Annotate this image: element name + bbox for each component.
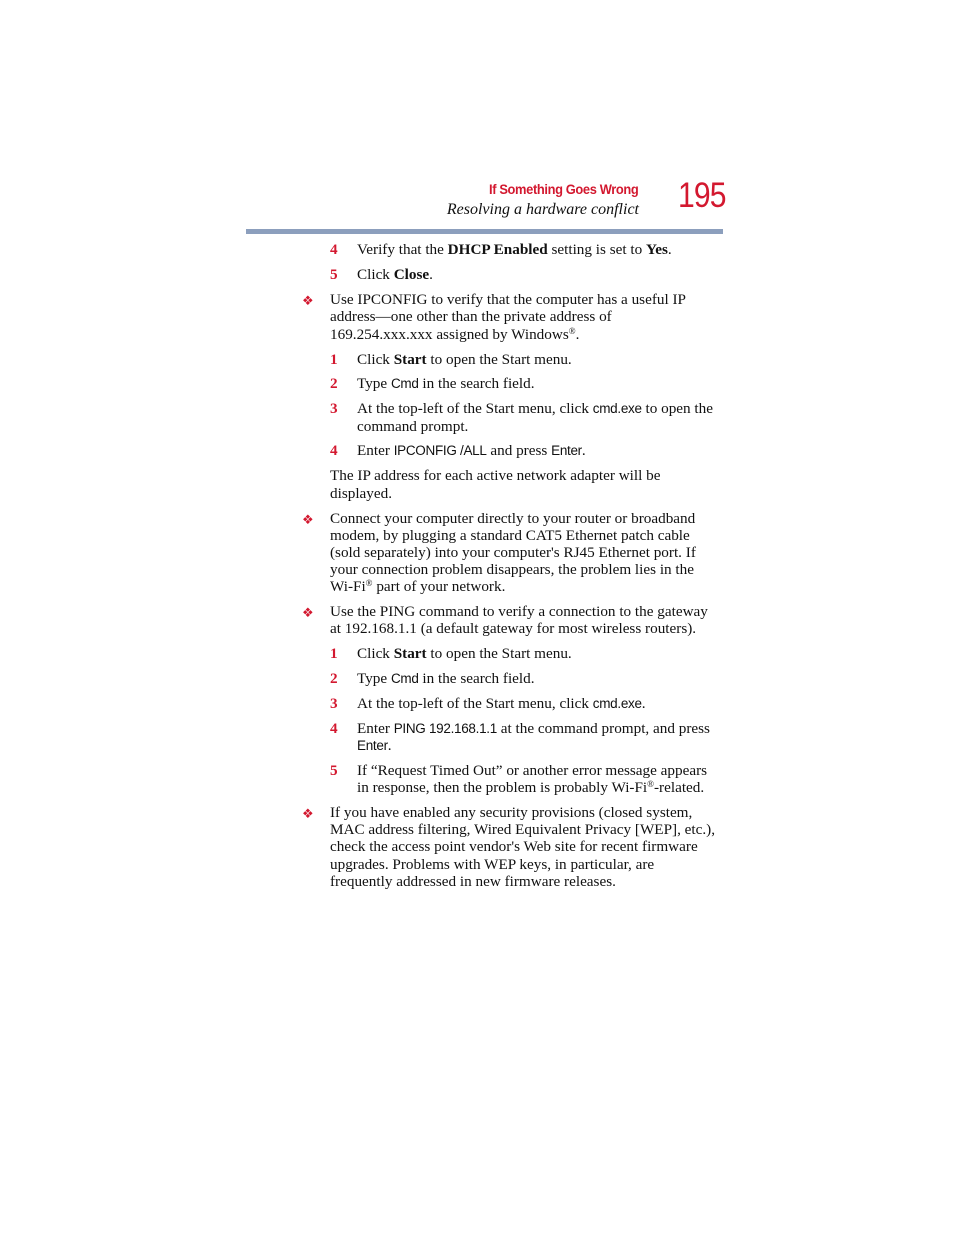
- step-text: Enter PING 192.168.1.1 at the command prompt, and press: [357, 720, 710, 737]
- header-rule: [246, 229, 723, 234]
- step-number: 3: [330, 400, 338, 417]
- bullet-text: (sold separately) into your computer's RJ45 Ethernet port. If: [330, 544, 696, 561]
- step-text: At the top-left of the Start menu, click cmd.exe.: [357, 695, 646, 712]
- step-number: 2: [330, 670, 338, 687]
- bullet-text: address—one other than the private address of: [330, 308, 612, 325]
- step-number: 4: [330, 241, 338, 258]
- bullet-icon: ❖: [302, 806, 314, 821]
- step-number: 2: [330, 375, 338, 392]
- bullet-text: frequently addressed in new firmware releases.: [330, 873, 616, 890]
- step-number: 4: [330, 720, 338, 737]
- bullet-text: modem, by plugging a standard CAT5 Ethernet patch cable: [330, 527, 690, 544]
- step-text: Click Start to open the Start menu.: [357, 351, 572, 368]
- step-number: 5: [330, 266, 338, 283]
- step-text: in response, then the problem is probably Wi-Fi®-related.: [357, 779, 705, 796]
- bullet-text: Use IPCONFIG to verify that the computer has a useful IP: [330, 291, 686, 308]
- bullet-text: Connect your computer directly to your router or broadband: [330, 510, 696, 527]
- step-text: If “Request Timed Out” or another error message appears: [357, 762, 708, 779]
- note-text: displayed.: [330, 485, 393, 502]
- bullet-text: check the access point vendor's Web site for recent firmware: [330, 838, 698, 855]
- bullet-text: If you have enabled any security provisions (closed system,: [330, 804, 693, 821]
- step-number: 3: [330, 695, 338, 712]
- step-text: Enter.: [357, 737, 392, 754]
- bullet-text: Wi-Fi® part of your network.: [330, 578, 506, 595]
- page-number: 195: [678, 176, 726, 215]
- bullet-text: your connection problem disappears, the problem lies in the: [330, 561, 694, 578]
- note-text: The IP address for each active network adapter will be: [330, 467, 661, 484]
- bullet-icon: ❖: [302, 293, 314, 308]
- step-number: 1: [330, 645, 338, 662]
- bullet-text: upgrades. Problems with WEP keys, in particular, are: [330, 856, 655, 873]
- step-text: Type Cmd in the search field.: [357, 670, 535, 687]
- step-text: Verify that the DHCP Enabled setting is set to Yes.: [357, 241, 672, 258]
- step-number: 5: [330, 762, 338, 779]
- bullet-text: 169.254.xxx.xxx assigned by Windows®.: [330, 326, 580, 343]
- step-text: Type Cmd in the search field.: [357, 375, 535, 392]
- bullet-text: MAC address filtering, Wired Equivalent Privacy [WEP], etc.),: [330, 821, 716, 838]
- step-number: 1: [330, 351, 338, 368]
- step-text: Enter IPCONFIG /ALL and press Enter.: [357, 442, 586, 459]
- running-header-chapter: If Something Goes Wrong: [488, 181, 638, 197]
- step-text: command prompt.: [357, 418, 469, 435]
- bullet-text: at 192.168.1.1 (a default gateway for most wireless routers).: [330, 620, 697, 637]
- running-header-section: Resolving a hardware conflict: [446, 201, 639, 218]
- step-text: Click Close.: [357, 266, 433, 283]
- step-text: Click Start to open the Start menu.: [357, 645, 572, 662]
- bullet-text: Use the PING command to verify a connection to the gateway: [330, 603, 708, 620]
- bullet-icon: ❖: [302, 512, 314, 527]
- bullet-icon: ❖: [302, 605, 314, 620]
- step-text: At the top-left of the Start menu, click cmd.exe to open the: [357, 400, 713, 417]
- step-number: 4: [330, 442, 338, 459]
